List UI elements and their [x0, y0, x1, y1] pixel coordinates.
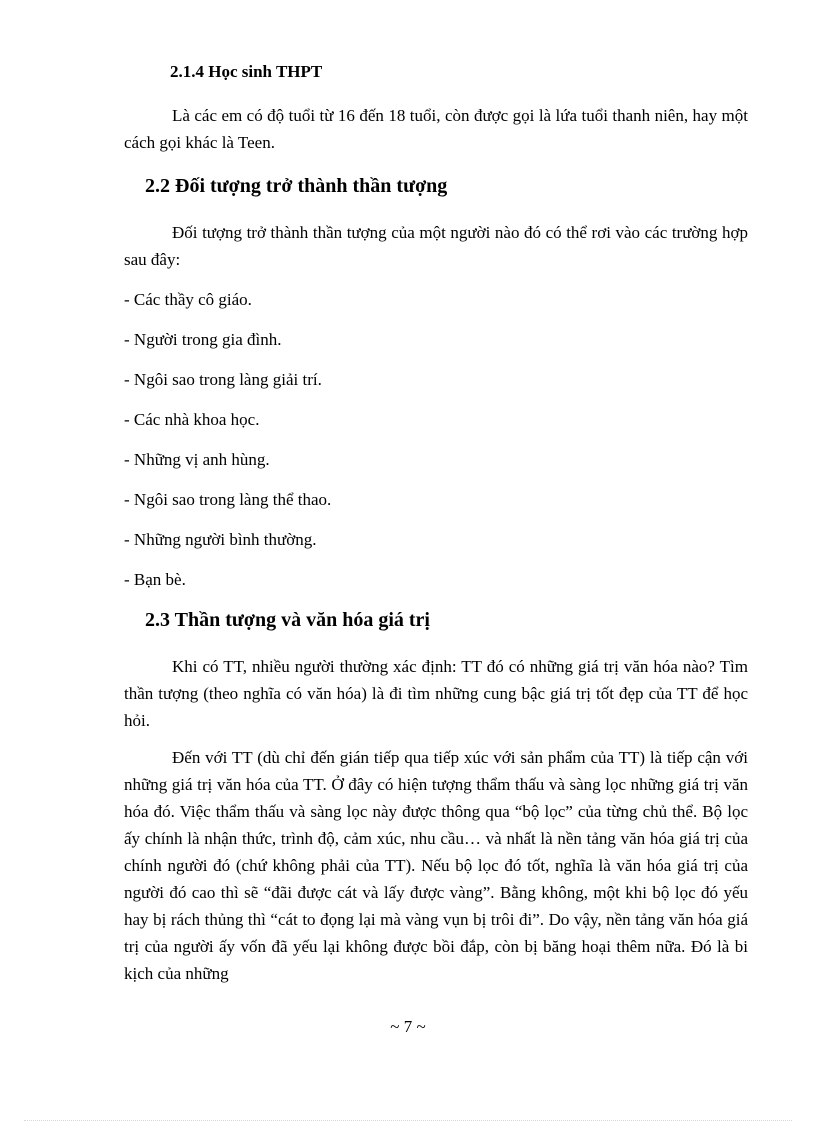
list-item: - Người trong gia đình.: [124, 330, 282, 349]
section-2-3-paragraph-1: Khi có TT, nhiều người thường xác định: TT đó có những giá trị văn hóa nào? Tìm thần tượng (theo nghĩa có văn hóa) là đi tìm những cung bậc giá trị tốt đẹp của TT để học hỏi.: [124, 657, 748, 730]
section-2-3-paragraph-2: Đến với TT (dù chỉ đến gián tiếp qua tiếp xúc với sản phẩm của TT) là tiếp cận với những giá trị văn hóa của TT. Ở đây có hiện tượng thẩm thấu và sàng lọc những giá trị văn hóa đó. Việc thẩm thấu và sàng lọc này được thông qua “bộ lọc” của từng chủ thể. Bộ lọc ấy chính là nhận thức, trình độ, cảm xúc, nhu cầu… và nhất là nền tảng văn hóa giá trị của chính người đó (chứ không phải của TT). Nếu bộ lọc đó tốt, nghĩa là văn hóa giá trị của người đó cao thì sẽ “đãi được cát và lấy được vàng”. Bằng không, một khi bộ lọc đó yếu hay bị rách thủng thì “cát to đọng lại mà vàng vụn bị trôi đi”. Do vậy, nền tảng văn hóa giá trị của người ấy vốn đã yếu lại không được bồi đắp, còn bị băng hoại thêm nữa. Đó là bi kịch của những: [124, 748, 748, 983]
list-item: - Các thầy cô giáo.: [124, 290, 252, 309]
list-item: - Ngôi sao trong làng thể thao.: [124, 490, 332, 509]
list-item: - Bạn bè.: [124, 570, 186, 589]
section-2-3-heading: 2.3 Thần tượng và văn hóa giá trị: [145, 609, 430, 631]
section-2-1-4-paragraph: Là các em có độ tuổi từ 16 đến 18 tuổi, còn được gọi là lứa tuổi thanh niên, hay một cách gọi khác là Teen.: [124, 106, 748, 152]
page-bottom-divider: [24, 1120, 792, 1121]
page-number: ~ 7 ~: [390, 1017, 426, 1036]
list-item: - Các nhà khoa học.: [124, 410, 260, 429]
section-2-2-paragraph: Đối tượng trở thành thần tượng của một người nào đó có thể rơi vào các trường hợp sau đây:: [124, 223, 748, 269]
list-item: - Những vị anh hùng.: [124, 450, 270, 469]
list-item: - Những người bình thường.: [124, 530, 317, 549]
section-2-2-heading: 2.2 Đối tượng trở thành thần tượng: [145, 175, 448, 197]
list-item: - Ngôi sao trong làng giải trí.: [124, 370, 322, 389]
section-2-1-4-heading: 2.1.4 Học sinh THPT: [170, 62, 323, 81]
